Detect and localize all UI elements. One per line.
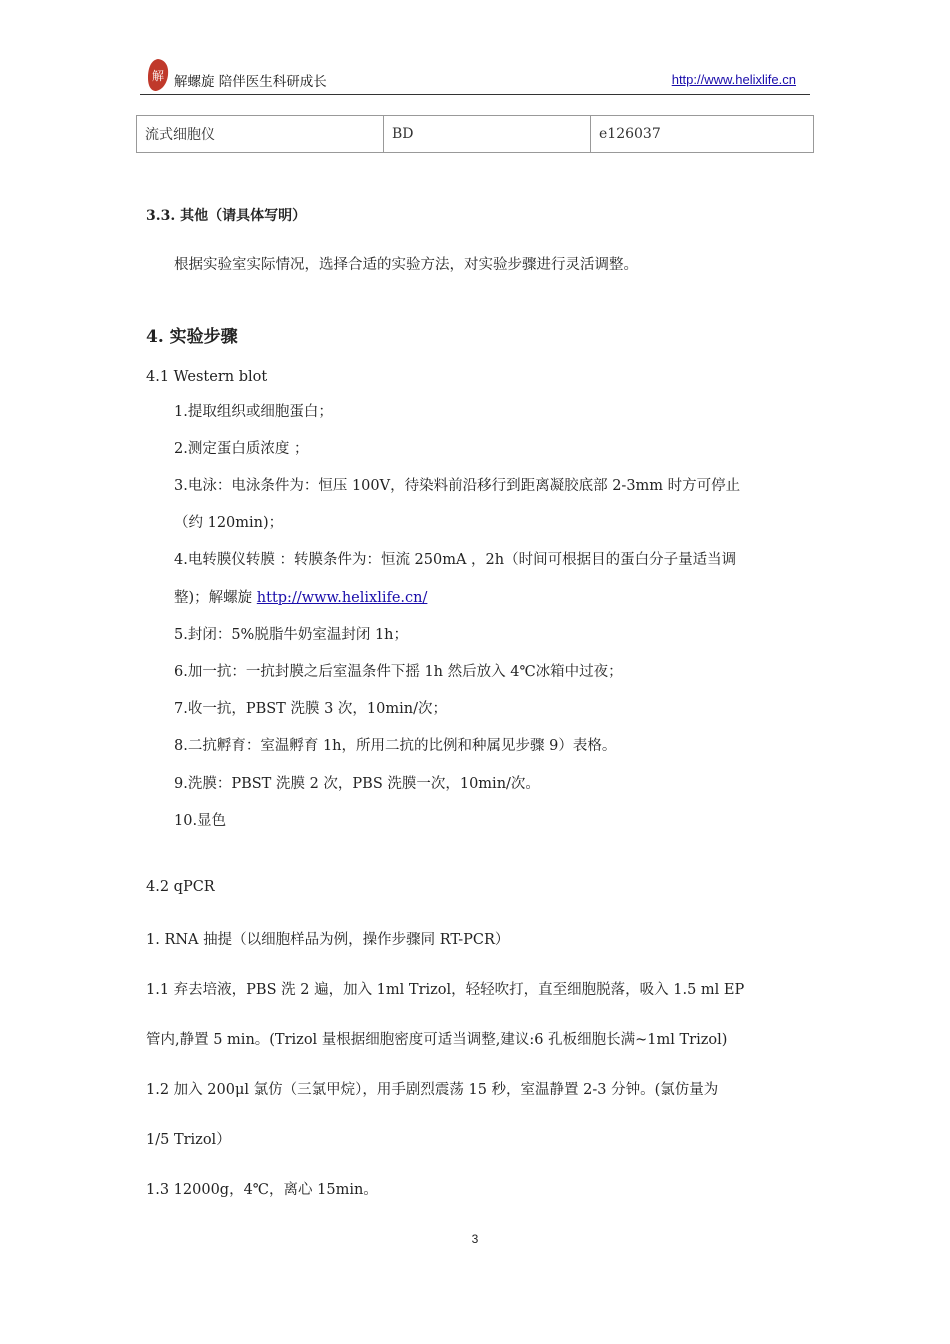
table-cell: BD bbox=[384, 116, 591, 153]
list-item: 8.二抗孵育：室温孵育 1h，所用二抗的比例和种属见步骤 9）表格。 bbox=[174, 738, 617, 754]
helixlife-link[interactable]: http://www.helixlife.cn/ bbox=[256, 590, 428, 606]
table-cell: 流式细胞仪 bbox=[137, 116, 384, 153]
list-item: 4.电转膜仪转膜 ：转膜条件为：恒流 250mA ，2h（时间可根据目的蛋白分子量适当调 bbox=[174, 552, 737, 568]
section-4-heading: 4. 实验步骤 bbox=[146, 327, 238, 347]
header-website-link[interactable]: http://www.helixlife.cn bbox=[671, 72, 796, 87]
list-item: 1.3 12000g，4℃，离心 15min。 bbox=[146, 1182, 378, 1198]
section-3-3-heading: 3.3. 其他（请具体写明） bbox=[146, 208, 307, 224]
list-item: 3.电泳：电泳条件为：恒压 100V，待染料前沿移行到距离凝胶底部 2-3mm 时方可停止 bbox=[174, 478, 741, 494]
helix-logo-icon bbox=[146, 58, 170, 92]
list-item: 2.测定蛋白质浓度 ； bbox=[174, 441, 309, 457]
list-item-continuation: （约 120min)； bbox=[174, 515, 284, 531]
list-item-text: 整)；解螺旋 bbox=[174, 590, 257, 606]
page-number: 3 bbox=[471, 1232, 479, 1246]
list-item: 5.封闭：5%脱脂牛奶室温封闭 1h； bbox=[174, 627, 409, 643]
list-item: 9.洗膜：PBST 洗膜 2 次，PBS 洗膜一次，10min/次。 bbox=[174, 776, 540, 792]
list-item: 1.1 弃去培液，PBS 洗 2 遍，加入 1ml Trizol，轻轻吹打，直至细胞脱落，吸入 1.5 ml EP bbox=[146, 982, 745, 998]
list-item: 6.加一抗：一抗封膜之后室温条件下摇 1h 然后放入 4℃冰箱中过夜； bbox=[174, 664, 623, 680]
list-item: 1.提取组织或细胞蛋白； bbox=[174, 404, 333, 420]
list-item: 7.收一抗，PBST 洗膜 3 次，10min/次； bbox=[174, 701, 447, 717]
svg-text:解: 解 bbox=[151, 69, 165, 83]
list-item-continuation: 1/5 Trizol） bbox=[146, 1132, 231, 1148]
table-row bbox=[137, 116, 814, 153]
list-item-continuation: 管内,静置 5 min。(Trizol 量根据细胞密度可适当调整,建议:6 孔板细胞长满~1ml Trizol) bbox=[146, 1032, 728, 1048]
table-cell: e126037 bbox=[591, 116, 814, 153]
list-item: 10.显色 bbox=[174, 813, 227, 829]
list-item: 1. RNA 抽提（以细胞样品为例，操作步骤同 RT-PCR） bbox=[146, 932, 510, 948]
page-header bbox=[140, 58, 810, 95]
section-3-3-text: 根据实验室实际情况，选择合适的实验方法，对实验步骤进行灵活调整。 bbox=[174, 257, 638, 273]
brand-slogan: 解螺旋 陪伴医生科研成长 bbox=[174, 74, 327, 90]
list-item-continuation bbox=[174, 586, 427, 607]
western-blot-heading: 4.1 Western blot bbox=[146, 369, 268, 385]
equipment-table bbox=[136, 115, 814, 153]
list-item: 1.2 加入 200μl 氯仿（三氯甲烷），用手剧烈震荡 15 秒，室温静置 2-3 分钟。(氯仿量为 bbox=[146, 1082, 719, 1098]
qpcr-heading: 4.2 qPCR bbox=[146, 879, 215, 895]
